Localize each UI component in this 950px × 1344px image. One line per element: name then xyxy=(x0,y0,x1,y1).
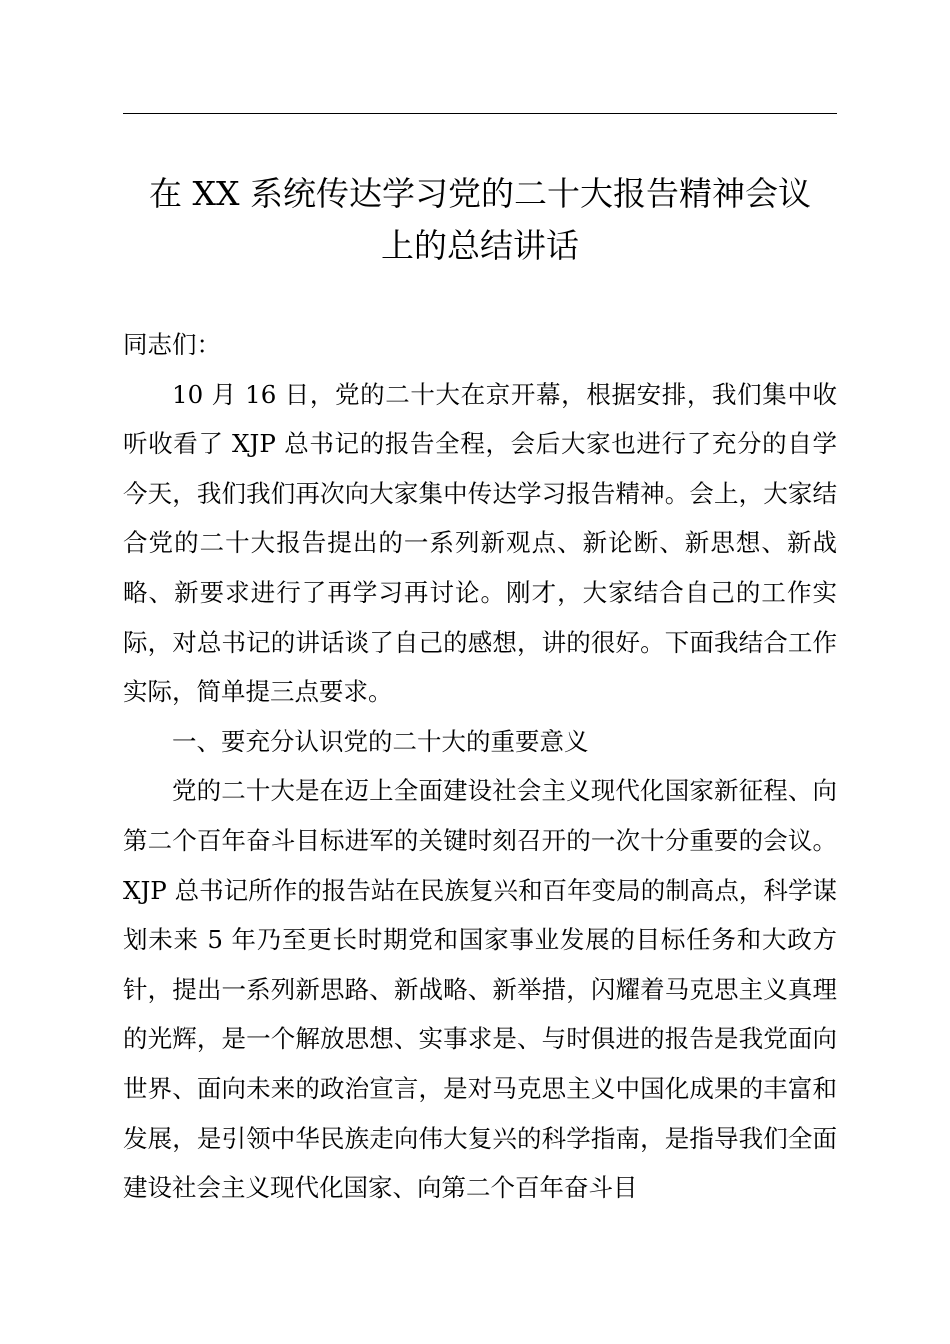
document-body xyxy=(123,320,837,1213)
paragraph-section-1: 党的二十大是在迈上全面建设社会主义现代化国家新征程、向第二个百年奋斗目标进军的关键时刻召开的一次十分重要的会议。XJP 总书记所作的报告站在民族复兴和百年变局的制高点，科学谋划未来 5 年乃至更长时期党和国家事业发展的目标任务和大政方针，提出一系列新思路、新战略、新举措，闪耀着马克思主义真理的光辉，是一个解放思想、实事求是、与时俱进的报告是我党面向世界、面向未来的政治宣言，是对马克思主义中国化成果的丰富和发展，是引领中华民族走向伟大复兴的科学指南，是指导我们全面建设社会主义现代化国家、向第二个百年奋斗目 xyxy=(123,776,837,1203)
section-heading-1: 一、要充分认识党的二十大的重要意义 xyxy=(172,726,589,756)
document-title xyxy=(110,168,850,272)
title-line-2: 上的总结讲话 xyxy=(381,226,579,265)
title-line-1: 在 XX 系统传达学习党的二十大报告精神会议 xyxy=(149,174,811,213)
header-rule xyxy=(123,113,837,114)
salutation: 同志们： xyxy=(123,330,221,359)
paragraph-intro: 10 月 16 日，党的二十大在京开幕，根据安排，我们集中收听收看了 XJP 总书记的报告全程，会后大家也进行了充分的自学今天，我们我们再次向大家集中传达学习报告精神。会上，大家结合党的二十大报告提出的一系列新观点、新论断、新思想、新战略、新要求进行了再学习再讨论。刚才，大家结合自己的工作实际，对总书记的讲话谈了自己的感想，讲的很好。下面我结合工作实际，简单提三点要求。 xyxy=(123,379,837,707)
